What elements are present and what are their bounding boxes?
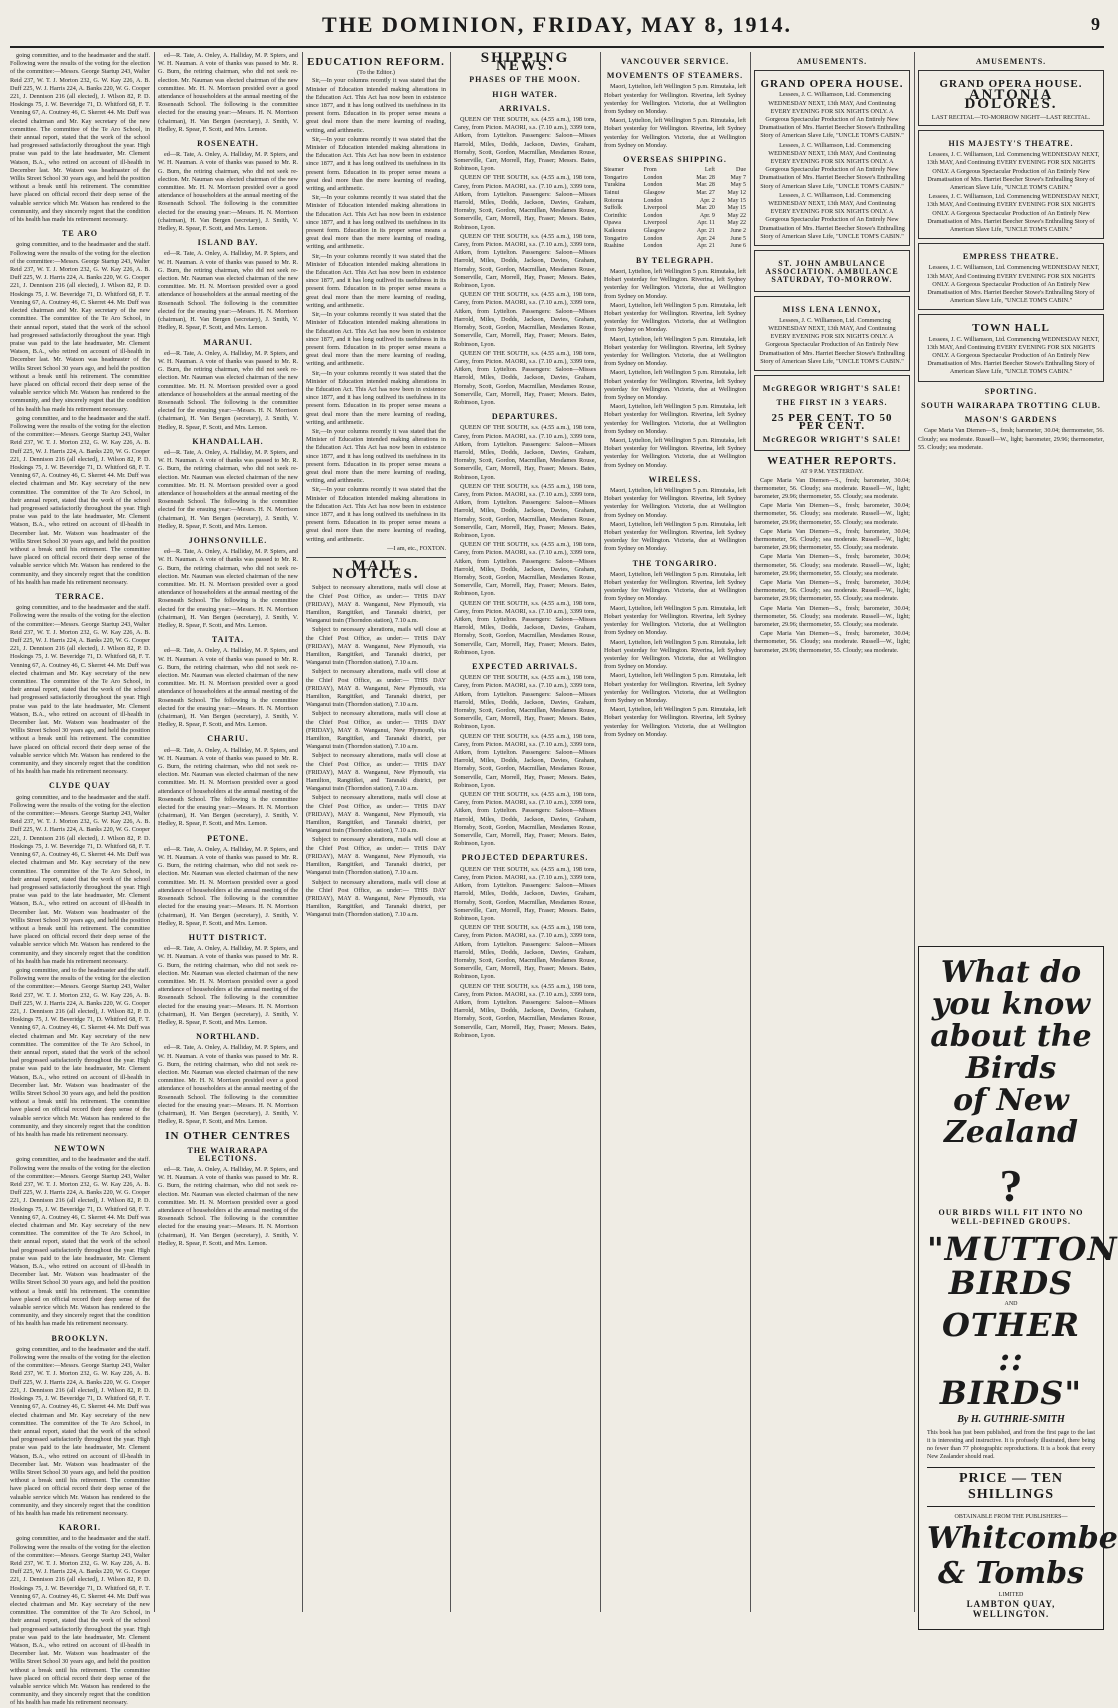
article-text: Cape Maria Van Diemen—S., fresh; barometer, 30.04; thermometer, 56. Cloudy; sea moderate. Russell—W., light; barometer, 29.96; thermometer, 55. Cloudy; sea moderate. [754, 578, 910, 603]
ad-subtitle: LAST RECITAL—TO-MORROW NIGHT—LAST RECITAL. [931, 113, 1091, 121]
section-heading: MASON'S GARDENS [964, 415, 1058, 425]
article-text: Cape Maria Van Diemen—S., fresh; barometer, 30.04; thermometer, 56. Cloudy; sea moderate. Russell—W., light; barometer, 29.96; thermometer, 55. Cloudy; sea moderate. [754, 476, 910, 500]
advertisement [754, 296, 910, 371]
article-text: QUEEN OF THE SOUTH, s.s. (4.55 a.m.), 198 tons, Carey, from Picton. MAORI, s.s. (7.10 a.m.), 3399 tons, Aitken, from Lyttelton. Passengers: Saloon—Misses Harrold, Miles, Dodds, Jackson, Davies, Graham, Hornsby, Scott, Gordon, Macmillan, Mesdames Rouse, Somerville, Carr, Morrell, Hay, Fraser; Messrs. Bates, Robinson, Lyon. [454, 865, 596, 922]
article-text: going committee, and to the headmaster and the staff. Following were the results of the voting for the election of the committee:—Messrs. George Startup 243, Walter Reid 237, W. T. J. Morton 232, G. W. Kay 226, A. B. Duff 225, W. J. Harris 224, A. Banks 220, W. G. Cooper 221, J. Dennison 216 (all elected), J. Wilson 82, P. D. Hoskings 75, J. W. Beveridge 71, D. Whitford 68, F. T. Venning 67, A. Coutney 46, C. Skerret 44. Mr. Duff was elected chairman and Mr. Kay secretary of the new committee. The committee of the Te Aro School, in their annual report, stated that the work of the school had progressed satisfactorily throughout the year. High praise was paid to the late headmaster, Mr. Clement Watson, B.A., who retired on account of ill-health in December last. Mr. Watson was headmaster of the Willis Street School 30 years ago, and held the position without a break until his retirement. The committee have placed on official record their deep sense of the valuable service which Mr. Watson has rendered to the community, and they sincerely regret that the condition of his health has made his retirement necessary. [10, 966, 150, 1138]
section-heading: ARRIVALS. [499, 103, 551, 113]
section-heading: THE TONGARIRO. [632, 558, 718, 568]
article-text: Maori, Lyttelton, left Wellington 5 p.m. Rimutaka, left Hobart yesterday for Wellington. Riverina, left Sydney yesterday for Wellington. Victoria, due at Wellington from Sydney on Monday. [604, 672, 746, 704]
ad-headline: of New Zealand [943, 1083, 1079, 1150]
article-text: Maori, Lyttelton, left Wellington 5 p.m. Rimutaka, left Hobart yesterday for Wellington. Riverina, left Sydney yesterday for Wellington. Victoria, due at Wellington from Sydney on Monday. [604, 487, 746, 519]
article-text: Maori, Lyttelton, left Wellington 5 p.m. Rimutaka, left Hobart yesterday for Wellington. Riverina, left Sydney yesterday for Wellington. Victoria, due at Wellington from Sydney on Monday. [604, 604, 746, 637]
article-text: going committee, and to the headmaster and the staff. Following were the results of the voting for the election of the committee:—Messrs. George Startup 243, Walter Reid 237, W. T. J. Morton 232, G. W. Kay 226, A. B. Duff 225, W. J. Harris 224, A. Banks 220, W. G. Cooper 221, J. Dennison 216 (all elected), J. Wilson 82, P. D. Hoskings 75, J. W. Beveridge 71, D. Whitford 68, F. T. Venning 67, A. Coutney 46, C. Skerret 44. Mr. Duff was elected chairman and Mr. Kay secretary of the new committee. The committee of the Te Aro School, in their annual report, stated that the work of the school had progressed satisfactorily throughout the year. High praise was paid to the late headmaster, Mr. Clement Watson, B.A., who retired on account of ill-health in December last. Mr. Watson was headmaster of the Willis Street School 30 years ago, and held the position without a break until his retirement. The committee have placed on official record their deep sense of the valuable service which Mr. Watson has rendered to the community, and they sincerely regret that the condition of his health has made his retirement necessary. [10, 604, 150, 776]
section-heading: TE ARO [61, 229, 98, 239]
article-text: Cape Maria Van Diemen—S., fresh; barometer, 30.04; thermometer, 56. Cloudy; sea moderate. Russell—W., light; barometer, 29.96; thermometer, 55. Cloudy; sea moderate. [754, 527, 910, 552]
article-text: QUEEN OF THE SOUTH, s.s. (4.55 a.m.), 198 tons, Carey, from Picton. MAORI, s.s. (7.10 a.m.), 3399 tons, Aitken, from Lyttelton. Passengers: Saloon—Misses Harrold, Miles, Dodds, Jackson, Davies, Graham, Hornsby, Scott, Gordon, Macmillan, Mesdames Rouse, Somerville, Carr, Morrell, Hay, Fraser; Messrs. Bates, Robinson, Lyon. [454, 482, 596, 539]
article-text: going committee, and to the headmaster and the staff. Following were the results of the voting for the election of the committee:—Messrs. George Startup 243, Walter Reid 237, W. T. J. Morton 232, G. W. Kay 226, A. B. Duff 225, W. J. Harris 224, A. Banks 220, W. G. Cooper 221, J. Dennison 216 (all elected), J. Wilson 82, P. D. Hoskings 75, J. W. Beveridge 71, D. Whitford 68, F. T. Venning 67, A. Coutney 46, C. Skerret 44. Mr. Duff was elected chairman and Mr. Kay secretary of the new committee. The committee of the Te Aro School, in their annual report, stated that the work of the school had progressed satisfactorily throughout the year. High praise was paid to the late headmaster, Mr. Clement Watson, B.A., who retired on account of ill-health in December last. Mr. Watson was headmaster of the Willis Street School 30 years ago, and held the position without a break until his retirement. The committee have placed on official record their deep sense of the valuable service which Mr. Watson has rendered to the community, and they sincerely regret that the condition of his health has made his retirement necessary. [10, 52, 150, 224]
article-text: QUEEN OF THE SOUTH, s.s. (4.55 a.m.), 198 tons, Carey, from Picton. MAORI, s.s. (7.10 a.m.), 3399 tons, Aitken, from Lyttelton. Passengers: Saloon—Misses Harrold, Miles, Dodds, Jackson, Davies, Graham, Hornsby, Scott, Gordon, Macmillan, Mesdames Rouse, Somerville, Carr, Morrell, Hay, Fraser; Messrs. Bates, Robinson, Lyon. [454, 541, 596, 598]
article-text: Subject to necessary alterations, mails will close at the Chief Post Office, as under:— THIS DAY (FRIDAY), MAY 8. Wanganui, New Plymouth, via Hamilton, Rangitikei, and Taranaki district, per Wanganui train (Thorndon station), 7.10 a.m. [306, 752, 446, 793]
article-text: QUEEN OF THE SOUTH, s.s. (4.55 a.m.), 198 tons, Carey, from Picton. MAORI, s.s. (7.10 a.m.), 3399 tons, Aitken, from Lyttelton. Passengers: Saloon—Misses Harrold, Miles, Dodds, Jackson, Davies, Graham, Hornsby, Scott, Gordon, Macmillan, Mesdames Rouse, Somerville, Carr, Morrell, Hay, Fraser; Messrs. Bates, Robinson, Lyon. [454, 924, 596, 981]
article-text: ed—R. Tate, A. Onley, A. Halliday, M. P. Spiers, and W. H. Nauman. A vote of thanks was passed to Mr. R. G. Burn, the retiring chairman, who did not seek re-election. Mr. Nauman was elected chairman of the new committee. Mr. H. N. Morrison presided over a good attendance of householders at the annual meeting of the Roseneath School. The following is the committee elected for the ensuing year:—Messrs. H. N. Morrison (chairman), H. Van Bergen (secretary), J. Smith, V. Hedley, R. Spear, F. Scott, and Mrs. Lemon. [158, 250, 298, 332]
subheading: AT 9 P.M. YESTERDAY. [800, 468, 864, 476]
section-heading: TAITA. [211, 635, 245, 645]
table-cell: London [643, 212, 663, 219]
article-text: Subject to necessary alterations, mails will close at the Chief Post Office, as under:— THIS DAY (FRIDAY), MAY 8. Wanganui, New Plymouth, via Hamilton, Rangitikei, and Taranaki district, per Wanganui train (Thorndon station), 7.10 a.m. [306, 584, 446, 625]
ad-text: Lessees, J. C. Williamson, Ltd. Commencing WEDNESDAY NEXT, 13th MAY, And Continuing EVERY EVENING FOR SIX NIGHTS ONLY. A Gorgeous Spectacular Production of An Entirely New Dramatisation of Mrs. Harriet Beecher Stowe's Enthralling Story of American Slave Life, "UNCLE TOM'S CABIN." [926, 193, 1100, 234]
table-cell: Liverpool [643, 205, 668, 212]
ad-heading: McGREGOR WRIGHT'S SALE! [762, 434, 902, 444]
table-cell: June 5 [730, 235, 746, 242]
overseas-shipping-table [604, 167, 746, 251]
article-text: QUEEN OF THE SOUTH, s.s. (4.55 a.m.), 198 tons, Carey, from Picton. MAORI, s.s. (7.10 a.m.), 3399 tons, Aitken, from Lyttelton. Passengers: Saloon—Misses Harrold, Miles, Dodds, Jackson, Davies, Graham, Hornsby, Scott, Gordon, Macmillan, Mesdames Rouse, Somerville, Carr, Morrell, Hay, Fraser; Messrs. Bates, Robinson, Lyon. [454, 174, 596, 231]
article-text: Maori, Lyttelton, left Wellington 5 p.m. Rimutaka, left Hobart yesterday for Wellington. Riverina, left Sydney yesterday for Wellington. Victoria, due at Wellington from Sydney on Monday. [604, 403, 746, 435]
article-text: going committee, and to the headmaster and the staff. Following were the results of the voting for the election of the committee:—Messrs. George Startup 243, Walter Reid 237, W. T. J. Morton 232, G. W. Kay 226, A. B. Duff 225, W. J. Harris 224, A. Banks 220, W. G. Cooper 221, J. Dennison 216 (all elected), J. Wilson 82, P. D. Hoskings 75, J. W. Beveridge 71, D. Whitford 68, F. T. Venning 67, A. Coutney 46, C. Skerret 44. Mr. Duff was elected chairman and Mr. Kay secretary of the new committee. The committee of the Te Aro School, in their annual report, stated that the work of the school had progressed satisfactorily throughout the year. High praise was paid to the late headmaster, Mr. Clement Watson, B.A., who retired on account of ill-health in December last. Mr. Watson was headmaster of the Willis Street School 30 years ago, and held the position without a break until his retirement. The committee have placed on official record their deep sense of the valuable service which Mr. Watson has rendered to the community, and they sincerely regret that the condition of his health has made his retirement necessary. [10, 1535, 150, 1707]
article-text: QUEEN OF THE SOUTH, s.s. (4.55 a.m.), 198 tons, Carey, from Picton. MAORI, s.s. (7.10 a.m.), 3399 tons, Aitken, from Lyttelton. Passengers: Saloon—Misses Harrold, Miles, Dodds, Jackson, Davies, Graham, Hornsby, Scott, Gordon, Macmillan, Mesdames Rouse, Somerville, Carr, Morrell, Hay, Fraser; Messrs. Bates, Robinson, Lyon. [454, 349, 596, 406]
article-text: Maori, Lyttelton, left Wellington 5 p.m. Rimutaka, left Hobart yesterday for Wellington. Riverina, left Sydney yesterday for Wellington. Victoria, due at Wellington from Sydney on Monday. [604, 301, 746, 334]
signature: —I am, etc., FOXTON. [387, 544, 446, 552]
section-heading: SHIPPING NEWS. [480, 50, 570, 75]
table-cell: London [643, 197, 663, 204]
article-text: Sir,—In your columns recently it was stated that the Minister of Education intended making alterations in the Education Act. This Act has now been in existence since 1877, and it has long outlived its usefulness in its present form. Education in its proper sense means a great deal more than the mere learning of reading, writing, and arithmetic. [306, 427, 446, 485]
article-text: Subject to necessary alterations, mails will close at the Chief Post Office, as under:— THIS DAY (FRIDAY), MAY 8. Wanganui, New Plymouth, via Hamilton, Rangitikei, and Taranaki district, per Wanganui train (Thorndon station), 7.10 a.m. [306, 836, 446, 877]
article-text: ed—R. Tate, A. Onley, A. Halliday, M. P. Spiers, and W. H. Nauman. A vote of thanks was passed to Mr. R. G. Burn, the retiring chairman, who did not seek re-election. Mr. Nauman was elected chairman of the new committee. Mr. H. N. Morrison presided over a good attendance of householders at the annual meeting of the Roseneath School. The following is the committee elected for the ensuing year:—Messrs. H. N. Morrison (chairman), H. Van Bergen (secretary), J. Smith, V. Hedley, R. Spear, F. Scott, and Mrs. Lemon. [158, 845, 298, 927]
table-cell: Turakina [604, 182, 626, 189]
table-cell: Apr. 21 [696, 243, 715, 250]
table-cell: May 12 [727, 190, 746, 197]
section-heading: SPORTING. [984, 386, 1038, 396]
table-cell: Steamer [604, 167, 624, 174]
section-heading: JOHNSONVILLE. [188, 535, 268, 545]
article-text: Cape Maria Van Diemen—S., fresh; barometer, 30.04; thermometer, 56. Cloudy; sea moderate. Russell—W., light; barometer, 29.96; thermometer, 55. Cloudy; sea moderate. [754, 502, 910, 526]
section-heading: IN OTHER CENTRES [165, 1130, 291, 1143]
question-mark: ? [999, 1160, 1023, 1211]
table-cell: London [643, 235, 663, 242]
section-heading: PETONE. [207, 833, 249, 843]
column-rule [450, 52, 451, 1612]
table-cell: Tongariro [604, 235, 628, 242]
table-cell: May 15 [727, 197, 746, 204]
article-text: Sir,—In your columns recently it was stated that the Minister of Education intended making alterations in the Education Act. This Act has now been in existence since 1877, and it has long outlived its usefulness in its present form. Education in its proper sense means a great deal more than the mere learning of reading, writing, and arithmetic. [306, 135, 446, 193]
article-text: QUEEN OF THE SOUTH, s.s. (4.55 a.m.), 198 tons, Carey, from Picton. MAORI, s.s. (7.10 a.m.), 3399 tons, Aitken, from Lyttelton. Passengers: Saloon—Misses Harrold, Miles, Dodds, Jackson, Davies, Graham, Hornsby, Scott, Gordon, Macmillan, Mesdames Rouse, Somerville, Carr, Morrell, Hay, Fraser; Messrs. Bates, Robinson, Lyon. [454, 424, 596, 481]
obtainable-from: OBTAINABLE FROM THE PUBLISHERS— [954, 1514, 1068, 1520]
column-6 [754, 52, 910, 1612]
article-text: Sir,—In your columns recently it was stated that the Minister of Education intended making alterations in the Education Act. This Act has now been in existence since 1877, and it has long outlived its usefulness in its present form. Education in its proper sense means a great deal more than the mere learning of reading, writing, and arithmetic. [306, 311, 446, 368]
article-text: Subject to necessary alterations, mails will close at the Chief Post Office, as under:— THIS DAY (FRIDAY), MAY 8. Wanganui, New Plymouth, via Hamilton, Rangitikei, and Taranaki district, per Wanganui train (Thorndon station), 7.10 a.m. [306, 878, 446, 919]
section-heading: OVERSEAS SHIPPING. [623, 155, 727, 165]
section-heading: TERRACE. [55, 592, 105, 601]
ad-heading: MISS LENA LENNOX, [782, 304, 882, 314]
ad-heading: ST. JOHN AMBULANCE ASSOCIATION. AMBULANCE SATURDAY, TO-MORROW. [765, 259, 899, 285]
table-row [604, 205, 746, 213]
table-cell: May 22 [727, 220, 746, 227]
article-text: QUEEN OF THE SOUTH, s.s. (4.55 a.m.), 198 tons, Carey, from Picton. MAORI, s.s. (7.10 a.m.), 3399 tons, Aitken, from Lyttelton. Passengers: Saloon—Misses Harrold, Miles, Dodds, Jackson, Davies, Graham, Hornsby, Scott, Gordon, Macmillan, Mesdames Rouse, Somerville, Carr, Morrell, Hay, Fraser; Messrs. Bates, Robinson, Lyon. [454, 291, 596, 348]
table-cell: May 5 [730, 182, 746, 189]
section-heading: NEWTOWN [54, 1144, 106, 1154]
column-rule [302, 52, 303, 1612]
table-cell: Glasgow [643, 190, 665, 197]
table-row [604, 220, 746, 228]
ad-heading: EMPRESS THEATRE. [962, 252, 1060, 262]
article-text: Maori, Lyttelton, left Wellington 5 p.m. Rimutaka, left Hobart yesterday for Wellington. Riverina, left Sydney yesterday for Wellington. Victoria, due at Wellington from Sydney on Monday. [604, 83, 746, 116]
article-text: ed—R. Tate, A. Onley, A. Halliday, M. P. Spiers, and W. H. Nauman. A vote of thanks was passed to Mr. R. G. Burn, the retiring chairman, who did not seek re-election. Mr. Nauman was elected chairman of the new committee. Mr. H. N. Morrison presided over a good attendance of householders at the annual meeting of the Roseneath School. The following is the committee elected for the ensuing year:—Messrs. H. N. Morrison (chairman), H. Van Bergen (secretary), J. Smith, V. Hedley, R. Spear, F. Scott, and Mrs. Lemon. [158, 548, 298, 629]
article-text: QUEEN OF THE SOUTH, s.s. (4.55 a.m.), 198 tons, Carey, from Picton. MAORI, s.s. (7.10 a.m.), 3399 tons, Aitken, from Lyttelton. Passengers: Saloon—Misses Harrold, Miles, Dodds, Jackson, Davies, Graham, Hornsby, Scott, Gordon, Macmillan, Mesdames Rouse, Somerville, Carr, Morrell, Hay, Fraser; Messrs. Bates, Robinson, Lyon. [454, 791, 596, 848]
table-cell: Apr. 9 [699, 212, 715, 219]
article-text: Maori, Lyttelton, left Wellington 5 p.m. Rimutaka, left Hobart yesterday for Wellington. Riverina, left Sydney yesterday for Wellington. Victoria, due at Wellington from Sydney on Monday. [604, 520, 746, 553]
birds-book-ad [918, 946, 1118, 1630]
article-text: Maori, Lyttelton, left Wellington 5 p.m. Rimutaka, left Hobart yesterday for Wellington. Riverina, left Sydney yesterday for Wellington. Victoria, due at Wellington from Sydney on Monday. [604, 335, 746, 368]
advertisement [754, 375, 910, 451]
page-number: 9 [1091, 14, 1100, 34]
column-7 [918, 52, 1104, 932]
ad-headline: What do you know [931, 955, 1091, 1022]
section-heading: PHASES OF THE MOON. [469, 75, 581, 85]
article-text: ed—R. Tate, A. Onley, A. Halliday, M. P. Spiers, and W. H. Nauman. A vote of thanks was passed to Mr. R. G. Burn, the retiring chairman, who did not seek re-election. Mr. Nauman was elected chairman of the new committee. Mr. H. N. Morrison presided over a good attendance of householders at the annual meeting of the Roseneath School. The following is the committee elected for the ensuing year:—Messrs. H. N. Morrison (chairman), H. Van Bergen (secretary), J. Smith, V. Hedley, R. Spear, F. Scott, and Mrs. Lemon. [158, 448, 298, 530]
book-title-and: AND [1004, 1301, 1018, 1307]
table-cell: Rotorua [604, 197, 624, 204]
advertisement [918, 130, 1104, 239]
table-cell: London [643, 182, 663, 189]
section-heading: SOUTH WAIRARAPA TROTTING CLUB. [921, 400, 1101, 410]
section-heading: AMUSEMENTS. [796, 57, 868, 66]
article-text: Maori, Lyttelton, left Wellington 5 p.m. Rimutaka, left Hobart yesterday for Wellington. Riverina, left Sydney yesterday for Wellington. Victoria, due at Wellington from Sydney on Monday. [604, 706, 746, 738]
section-heading: MOVEMENTS OF STEAMERS. [606, 71, 744, 81]
section-heading: HIGH WATER. [492, 89, 558, 99]
article-text: ed—R. Tate, A. Onley, A. Halliday, M. P. Spiers, and W. H. Nauman. A vote of thanks was passed to Mr. R. G. Burn, the retiring chairman, who did not seek re-election. Mr. Nauman was elected chairman of the new committee. Mr. H. N. Morrison presided over a good attendance of householders at the annual meeting of the Roseneath School. The following is the committee elected for the ensuing year:—Messrs. H. N. Morrison (chairman), H. Van Bergen (secretary), J. Smith, V. Hedley, R. Spear, F. Scott, and Mrs. Lemon. [158, 349, 298, 431]
table-cell: London [643, 174, 663, 181]
article-text: Maori, Lyttelton, left Wellington 5 p.m. Rimutaka, left Hobart yesterday for Wellington. Riverina, left Sydney yesterday for Wellington. Victoria, due at Wellington from Sydney on Monday. [604, 570, 746, 603]
table-cell: Apr. 2 [699, 197, 715, 204]
article-text: ed—R. Tate, A. Onley, A. Halliday, M. P. Spiers, and W. H. Nauman. A vote of thanks was passed to Mr. R. G. Burn, the retiring chairman, who did not seek re-election. Mr. Nauman was elected chairman of the new committee. Mr. H. N. Morrison presided over a good attendance of householders at the annual meeting of the Roseneath School. The following is the committee elected for the ensuing year:—Messrs. H. N. Morrison (chairman), H. Van Bergen (secretary), J. Smith, V. Hedley, R. Spear, F. Scott, and Mrs. Lemon. [158, 151, 298, 233]
ad-text: Lessees, J. C. Williamson, Ltd. Commencing WEDNESDAY NEXT, 13th MAY, And Continuing EVERY EVENING FOR SIX NIGHTS ONLY. A Gorgeous Spectacular Production of An Entirely New Dramatisation of Mrs. Harriet Beecher Stowe's Enthralling Story of American Slave Life, "UNCLE TOM'S CABIN." [759, 91, 905, 140]
article-text: Sir,—In your columns recently it was stated that the Minister of Education intended making alterations in the Education Act. This Act has now been in existence since 1877, and it has long outlived its usefulness in its present form. Education in its proper sense means a great deal more than the mere learning of reading, writing, and arithmetic. [306, 194, 446, 251]
advertisement [754, 70, 910, 246]
table-cell: Ruahine [604, 243, 624, 250]
table-row [604, 228, 746, 236]
article-text: QUEEN OF THE SOUTH, s.s. (4.55 a.m.), 198 tons, Carey, from Picton. MAORI, s.s. (7.10 a.m.), 3399 tons, Aitken, from Lyttelton. Passengers: Saloon—Misses Harrold, Miles, Dodds, Jackson, Davies, Graham, Hornsby, Scott, Gordon, Macmillan, Mesdames Rouse, Somerville, Carr, Morrell, Hay, Fraser; Messrs. Bates, Robinson, Lyon. [454, 674, 596, 731]
table-row [604, 198, 746, 206]
article-text: Subject to necessary alterations, mails will close at the Chief Post Office, as under:— THIS DAY (FRIDAY), MAY 8. Wanganui, New Plymouth, via Hamilton, Rangitikei, and Taranaki district, per Wanganui train (Thorndon station), 7.10 a.m. [306, 668, 446, 709]
ad-headline: about the Birds [930, 1019, 1092, 1086]
table-cell: Apr. 21 [696, 227, 715, 234]
table-header-row [604, 167, 746, 175]
advertisement [918, 243, 1104, 310]
ad-title: ANTONIA DOLORES. [964, 87, 1058, 112]
table-cell: Kaikoura [604, 227, 627, 234]
book-advertisement [918, 940, 1118, 1619]
ad-text: Lessees, J. C. Williamson, Ltd. Commencing WEDNESDAY NEXT, 13th MAY, And Continuing EVERY EVENING FOR SIX NIGHTS ONLY. A Gorgeous Spectacular Production of An Entirely New Dramatisation of Mrs. Harriet Beecher Stowe's Enthralling Story of American Slave Life, "UNCLE TOM'S CABIN." [759, 316, 905, 365]
section-heading: VANCOUVER SERVICE. [620, 57, 730, 66]
article-text: ed—R. Tate, A. Onley, A. Halliday, M. P. Spiers, and W. H. Nauman. A vote of thanks was passed to Mr. R. G. Burn, the retiring chairman, who did not seek re-election. Mr. Nauman was elected chairman of the new committee. Mr. H. N. Morrison presided over a good attendance of householders at the annual meeting of the Roseneath School. The following is the committee elected for the ensuing year:—Messrs. H. N. Morrison (chairman), H. Van Bergen (secretary), J. Smith, V. Hedley, R. Spear, F. Scott, and Mrs. Lemon. [158, 52, 298, 133]
column-rule [600, 52, 601, 1612]
book-title: OTHER :: BIRDS" [939, 1306, 1083, 1412]
article-text: Cape Maria Van Diemen—S., fresh; barometer, 30.04; thermometer, 56. Cloudy; sea moderate. Russell—W., light; barometer, 29.96; thermometer, 55. Cloudy; sea moderate. [754, 553, 910, 577]
publisher-address: LAMBTON QUAY, WELLINGTON. [966, 1599, 1056, 1619]
book-description: This book has just been published, and from the first page to the last it is interesting and instructive. It is profusely illustrated, there being no fewer than 77 photographic reproductions. It is a book that every New Zealander should read. [927, 1430, 1095, 1460]
column-rule [154, 52, 155, 1612]
column-3 [306, 52, 446, 1612]
section-heading: ISLAND BAY. [197, 238, 259, 248]
article-text: Subject to necessary alterations, mails will close at the Chief Post Office, as under:— THIS DAY (FRIDAY), MAY 8. Wanganui, New Plymouth, via Hamilton, Rangitikei, and Taranaki district, per Wanganui train (Thorndon station), 7.10 a.m. [306, 794, 446, 835]
masthead [10, 6, 1104, 48]
article-text: QUEEN OF THE SOUTH, s.s. (4.55 a.m.), 198 tons, Carey, from Picton. MAORI, s.s. (7.10 a.m.), 3399 tons, Aitken, from Lyttelton. Passengers: Saloon—Misses Harrold, Miles, Dodds, Jackson, Davies, Graham, Hornsby, Scott, Gordon, Macmillan, Mesdames Rouse, Somerville, Carr, Morrell, Hay, Fraser; Messrs. Bates, Robinson, Lyon. [454, 732, 596, 789]
book-author: By H. GUTHRIE-SMITH [957, 1414, 1065, 1425]
table-cell: Mar. 28 [696, 174, 715, 181]
newspaper-title: THE DOMINION, FRIDAY, MAY 8, 1914. [322, 12, 792, 37]
publisher-limited: LIMITED [998, 1592, 1024, 1598]
article-text: QUEEN OF THE SOUTH, s.s. (4.55 a.m.), 198 tons, Carey, from Picton. MAORI, s.s. (7.10 a.m.), 3399 tons, Aitken, from Lyttelton. Passengers: Saloon—Misses Harrold, Miles, Dodds, Jackson, Davies, Graham, Hornsby, Scott, Gordon, Macmillan, Mesdames Rouse, Somerville, Carr, Morrell, Hay, Fraser; Messrs. Bates, Robinson, Lyon. [454, 232, 596, 290]
ad-heading: GRAND OPERA HOUSE. [760, 78, 904, 91]
article-text: Maori, Lyttelton, left Wellington 5 p.m. Rimutaka, left Hobart yesterday for Wellington. Riverina, left Sydney yesterday for Wellington. Victoria, due at Wellington from Sydney on Monday. [604, 369, 746, 402]
article-text: ed—R. Tate, A. Onley, A. Halliday, M. P. Spiers, and W. H. Nauman. A vote of thanks was passed to Mr. R. G. Burn, the retiring chairman, who did not seek re-election. Mr. Nauman was elected chairman of the new committee. Mr. H. N. Morrison presided over a good attendance of householders at the annual meeting of the Roseneath School. The following is the committee elected for the ensuing year:—Messrs. H. N. Morrison (chairman), H. Van Bergen (secretary), J. Smith, V. Hedley, R. Spear, F. Scott, and Mrs. Lemon. [158, 1165, 298, 1247]
column-rule [750, 52, 751, 1612]
article-text: Maori, Lyttelton, left Wellington 5 p.m. Rimutaka, left Hobart yesterday for Wellington. Riverina, left Sydney yesterday for Wellington. Victoria, due at Wellington from Sydney on Monday. [604, 638, 746, 671]
ad-tagline: OUR BIRDS WILL FIT INTO NO WELL-DEFINED GROUPS. [938, 1208, 1084, 1226]
article-text: going committee, and to the headmaster and the staff. Following were the results of the voting for the election of the committee:—Messrs. George Startup 243, Walter Reid 237, W. T. J. Morton 232, G. W. Kay 226, A. B. Duff 225, W. J. Harris 224, A. Banks 220, W. G. Cooper 221, J. Dennison 216 (all elected), J. Wilson 82, P. D. Hoskings 75, J. W. Beveridge 71, D. Whitford 68, F. T. Venning 67, A. Coutney 46, C. Skerret 44. Mr. Duff was elected chairman and Mr. Kay secretary of the new committee. The committee of the Te Aro School, in their annual report, stated that the work of the school had progressed satisfactorily throughout the year. High praise was paid to the late headmaster, Mr. Clement Watson, B.A., who retired on account of ill-health in December last. Mr. Watson was headmaster of the Willis Street School 30 years ago, and held the position without a break until his retirement. The committee have placed on official record their deep sense of the valuable service which Mr. Watson has rendered to the community, and they sincerely regret that the condition of his health has made his retirement necessary. [10, 1156, 150, 1328]
ad-heading: TOWN HALL [972, 322, 1050, 335]
table-cell: Left [704, 167, 715, 174]
ad-text: Lessees, J. C. Williamson, Ltd. Commencing WEDNESDAY NEXT, 13th MAY, And Continuing EVERY EVENING FOR SIX NIGHTS ONLY. A Gorgeous Spectacular Production of An Entirely New Dramatisation of Mrs. Harriet Beecher Stowe's Enthralling Story of American Slave Life, "UNCLE TOM'S CABIN." [759, 141, 905, 190]
article-text: Cape Maria Van Diemen—S., fresh; barometer, 30.04; thermometer, 56. Cloudy; sea moderate. Russell—W., light; barometer, 29.96; thermometer, 55. Cloudy; sea moderate. [754, 604, 910, 628]
article-text: Maori, Lyttelton, left Wellington 5 p.m. Rimutaka, left Hobart yesterday for Wellington. Riverina, left Sydney yesterday for Wellington. Victoria, due at Wellington from Sydney on Monday. [604, 267, 746, 300]
section-heading: MAIL NOTICES. [332, 557, 420, 583]
table-cell: May 7 [730, 174, 746, 181]
table-cell: May 15 [727, 205, 746, 212]
book-title: "MUTTON BIRDS [927, 1230, 1118, 1302]
ad-subheading: THE FIRST IN 3 YEARS. [776, 398, 888, 408]
article-text: Cape Maria Van Diemen—S., fresh; barometer, 30.04; thermometer, 56. Cloudy; sea moderate. Russell—W., light; barometer, 29.96; thermometer, 55. Cloudy; sea moderate. [918, 427, 1104, 451]
table-row [604, 213, 746, 221]
article-text: Subject to necessary alterations, mails will close at the Chief Post Office, as under:— THIS DAY (FRIDAY), MAY 8. Wanganui, New Plymouth, via Hamilton, Rangitikei, and Taranaki district, per Wanganui train (Thorndon station), 7.10 a.m. [306, 626, 446, 667]
table-cell: From [643, 167, 657, 174]
article-text: Sir,—In your columns recently it was stated that the Minister of Education intended making alterations in the Education Act. This Act has now been in existence since 1877, and it has long outlived its usefulness in its present form. Education in its proper sense means a great deal more than the mere learning of reading, writing, and arithmetic. [306, 77, 446, 134]
section-heading: CHARIU. [207, 734, 249, 744]
ad-text: Lessees, J. C. Williamson, Ltd. Commencing WEDNESDAY NEXT, 13th MAY, And Continuing EVERY EVENING FOR SIX NIGHTS ONLY. A Gorgeous Spectacular Production of An Entirely New Dramatisation of Mrs. Harriet Beecher Stowe's Enthralling Story of American Slave Life, "UNCLE TOM'S CABIN." [759, 191, 905, 240]
advertisement [918, 314, 1104, 381]
article-text: going committee, and to the headmaster and the staff. Following were the results of the voting for the election of the committee:—Messrs. George Startup 243, Walter Reid 237, W. T. J. Morton 232, G. W. Kay 226, A. B. Duff 225, W. J. Harris 224, A. Banks 220, W. G. Cooper 221, J. Dennison 216 (all elected), J. Wilson 82, P. D. Hoskings 75, J. W. Beveridge 71, D. Whitford 68, F. T. Venning 67, A. Coutney 46, C. Skerret 44. Mr. Duff was elected chairman and Mr. Kay secretary of the new committee. The committee of the Te Aro School, in their annual report, stated that the work of the school had progressed satisfactorily throughout the year. High praise was paid to the late headmaster, Mr. Clement Watson, B.A., who retired on account of ill-health in December last. Mr. Watson was headmaster of the Willis Street School 30 years ago, and held the position without a break until his retirement. The committee have placed on official record their deep sense of the valuable service which Mr. Watson has rendered to the community, and they sincerely regret that the condition of his health has made his retirement necessary. [10, 414, 150, 586]
table-cell: Mar. 27 [696, 190, 715, 197]
column-4 [454, 52, 596, 1612]
column-5 [604, 52, 746, 1612]
article-text: going committee, and to the headmaster and the staff. Following were the results of the voting for the election of the committee:—Messrs. George Startup 243, Walter Reid 237, W. T. J. Morton 232, G. W. Kay 226, A. B. Duff 225, W. J. Harris 224, A. Banks 220, W. G. Cooper 221, J. Dennison 216 (all elected), J. Wilson 82, P. D. Hoskings 75, J. W. Beveridge 71, D. Whitford 68, F. T. Venning 67, A. Coutney 46, C. Skerret 44. Mr. Duff was elected chairman and Mr. Kay secretary of the new committee. The committee of the Te Aro School, in their annual report, stated that the work of the school had progressed satisfactorily throughout the year. High praise was paid to the late headmaster, Mr. Clement Watson, B.A., who retired on account of ill-health in December last. Mr. Watson was headmaster of the Willis Street School 30 years ago, and held the position without a break until his retirement. The committee have placed on official record their deep sense of the valuable service which Mr. Watson has rendered to the community, and they sincerely regret that the condition of his health has made his retirement necessary. [10, 241, 150, 413]
table-cell: Due [736, 167, 746, 174]
section-heading: WIRELESS. [648, 474, 702, 484]
article-text: Cape Maria Van Diemen—S., fresh; barometer, 30.04; thermometer, 56. Cloudy; sea moderate. Russell—W., light; barometer, 29.96; thermometer, 55. Cloudy; sea moderate. [754, 630, 910, 654]
section-heading: BY TELEGRAPH. [636, 255, 714, 265]
table-cell: Opawa [604, 220, 621, 227]
table-cell: Liverpool [643, 220, 668, 227]
section-heading: HUTT DISTRICT. [188, 932, 268, 942]
section-heading: EDUCATION REFORM. [307, 56, 445, 68]
article-text: going committee, and to the headmaster and the staff. Following were the results of the voting for the election of the committee:—Messrs. George Startup 243, Walter Reid 237, W. T. J. Morton 232, G. W. Kay 226, A. B. Duff 225, W. J. Harris 224, A. Banks 220, W. G. Cooper 221, J. Dennison 216 (all elected), J. Wilson 82, P. D. Hoskings 75, J. W. Beveridge 71, D. Whitford 68, F. T. Venning 67, A. Coutney 46, C. Skerret 44. Mr. Duff was elected chairman and Mr. Kay secretary of the new committee. The committee of the Te Aro School, in their annual report, stated that the work of the school had progressed satisfactorily throughout the year. High praise was paid to the late headmaster, Mr. Clement Watson, B.A., who retired on account of ill-health in December last. Mr. Watson was headmaster of the Willis Street School 30 years ago, and held the position without a break until his retirement. The committee have placed on official record their deep sense of the valuable service which Mr. Watson has rendered to the community, and they sincerely regret that the condition of his health has made his retirement necessary. [10, 793, 150, 965]
article-text: ed—R. Tate, A. Onley, A. Halliday, M. P. Spiers, and W. H. Nauman. A vote of thanks was passed to Mr. R. G. Burn, the retiring chairman, who did not seek re-election. Mr. Nauman was elected chairman of the new committee. Mr. H. N. Morrison presided over a good attendance of householders at the annual meeting of the Roseneath School. The following is the committee elected for the ensuing year:—Messrs. H. N. Morrison (chairman), H. Van Bergen (secretary), J. Smith, V. Hedley, R. Spear, F. Scott, and Mrs. Lemon. [158, 647, 298, 729]
article-text: Maori, Lyttelton, left Wellington 5 p.m. Rimutaka, left Hobart yesterday for Wellington. Riverina, left Sydney yesterday for Wellington. Victoria, due at Wellington from Sydney on Monday. [604, 117, 746, 149]
subheading: (To the Editor.) [357, 69, 395, 77]
article-text: QUEEN OF THE SOUTH, s.s. (4.55 a.m.), 198 tons, Carey, from Picton. MAORI, s.s. (7.10 a.m.), 3399 tons, Aitken, from Lyttelton. Passengers: Saloon—Misses Harrold, Miles, Dodds, Jackson, Davies, Graham, Hornsby, Scott, Gordon, Macmillan, Mesdames Rouse, Somerville, Carr, Morrell, Hay, Fraser; Messrs. Bates, Robinson, Lyon. [454, 116, 596, 173]
advertisement [918, 70, 1104, 126]
table-row [604, 175, 746, 183]
ad-discount: 25 PER CENT. TO 50 PER CENT. [771, 411, 893, 432]
table-cell: June 2 [730, 227, 746, 234]
ad-heading: HIS MAJESTY'S THEATRE. [948, 139, 1074, 149]
article-text: ed—R. Tate, A. Onley, A. Halliday, M. P. Spiers, and W. H. Nauman. A vote of thanks was passed to Mr. R. G. Burn, the retiring chairman, who did not seek re-election. Mr. Nauman was elected chairman of the new committee. Mr. H. N. Morrison presided over a good attendance of householders at the annual meeting of the Roseneath School. The following is the committee elected for the ensuing year:—Messrs. H. N. Morrison (chairman), H. Van Bergen (secretary), J. Smith, V. Hedley, R. Spear, F. Scott, and Mrs. Lemon. [158, 945, 298, 1026]
section-heading: ROSENEATH. [197, 139, 259, 149]
table-cell: Tainui [604, 190, 620, 197]
table-cell: Apr. 11 [697, 220, 715, 227]
article-text: QUEEN OF THE SOUTH, s.s. (4.55 a.m.), 198 tons, Carey, from Picton. MAORI, s.s. (7.10 a.m.), 3399 tons, Aitken, from Lyttelton. Passengers: Saloon—Misses Harrold, Miles, Dodds, Jackson, Davies, Graham, Hornsby, Scott, Gordon, Macmillan, Mesdames Rouse, Somerville, Carr, Morrell, Hay, Fraser; Messrs. Bates, Robinson, Lyon. [454, 599, 596, 656]
section-heading: PROJECTED DEPARTURES. [461, 853, 589, 863]
ad-text: Lessees, J. C. Williamson, Ltd. Commencing WEDNESDAY NEXT, 13th MAY, And Continuing EVERY EVENING FOR SIX NIGHTS ONLY. A Gorgeous Spectacular Production of An Entirely New Dramatisation of Mrs. Harriet Beecher Stowe's Enthralling Story of American Slave Life, "UNCLE TOM'S CABIN." [926, 335, 1100, 376]
article-text: ed—R. Tate, A. Onley, A. Halliday, M. P. Spiers, and W. H. Nauman. A vote of thanks was passed to Mr. R. G. Burn, the retiring chairman, who did not seek re-election. Mr. Nauman was elected chairman of the new committee. Mr. H. N. Morrison presided over a good attendance of householders at the annual meeting of the Roseneath School. The following is the committee elected for the ensuing year:—Messrs. H. N. Morrison (chairman), H. Van Bergen (secretary), J. Smith, V. Hedley, R. Spear, F. Scott, and Mrs. Lemon. [158, 746, 298, 828]
table-row [604, 190, 746, 198]
section-heading: WEATHER REPORTS. [767, 455, 897, 468]
table-cell: London [643, 243, 663, 250]
ad-heading: McGREGOR WRIGHT'S SALE! [762, 384, 902, 394]
table-cell: Corinthic [604, 212, 627, 219]
section-heading: BROOKLYN. [51, 1333, 109, 1343]
ad-text: Lessees, J. C. Williamson, Ltd. Commencing WEDNESDAY NEXT, 13th MAY, And Continuing EVERY EVENING FOR SIX NIGHTS ONLY. A Gorgeous Spectacular Production of An Entirely New Dramatisation of Mrs. Harriet Beecher Stowe's Enthralling Story of American Slave Life, "UNCLE TOM'S CABIN." [926, 264, 1100, 305]
article-text: Sir,—In your columns recently it was stated that the Minister of Education intended making alterations in the Education Act. This Act has now been in existence since 1877, and it has long outlived its usefulness in its present form. Education in its proper sense means a great deal more than the mere learning of reading, writing, and arithmetic. [306, 486, 446, 543]
column-rule [914, 52, 915, 1612]
column-2 [158, 52, 298, 1612]
advertisement [754, 250, 910, 292]
section-heading: KARORI. [59, 1523, 101, 1533]
article-text: Sir,—In your columns recently it was stated that the Minister of Education intended making alterations in the Education Act. This Act has now been in existence since 1877, and it has long outlived its usefulness in its present form. Education in its proper sense means a great deal more than the mere learning of reading, writing, and arithmetic. [306, 369, 446, 426]
section-heading: NORTHLAND. [196, 1032, 260, 1042]
article-text: QUEEN OF THE SOUTH, s.s. (4.55 a.m.), 198 tons, Carey, from Picton. MAORI, s.s. (7.10 a.m.), 3399 tons, Aitken, from Lyttelton. Passengers: Saloon—Misses Harrold, Miles, Dodds, Jackson, Davies, Graham, Hornsby, Scott, Gordon, Macmillan, Mesdames Rouse, Somerville, Carr, Morrell, Hay, Fraser; Messrs. Bates, Robinson, Lyon. [454, 982, 596, 1039]
section-heading: AMUSEMENTS. [975, 57, 1047, 66]
article-text: Subject to necessary alterations, mails will close at the Chief Post Office, as under:— THIS DAY (FRIDAY), MAY 8. Wanganui, New Plymouth, via Hamilton, Rangitikei, and Taranaki district, per Wanganui train (Thorndon station), 7.10 a.m. [306, 710, 446, 751]
table-cell: Glasgow [643, 227, 665, 234]
ad-text: Lessees, J. C. Williamson, Ltd. Commencing WEDNESDAY NEXT, 13th MAY, And Continuing EVERY EVENING FOR SIX NIGHTS ONLY. A Gorgeous Spectacular Production of An Entirely New Dramatisation of Mrs. Harriet Beecher Stowe's Enthralling Story of American Slave Life, "UNCLE TOM'S CABIN." [926, 151, 1100, 192]
book-price: PRICE — TEN SHILLINGS [927, 1467, 1095, 1507]
article-text: Sir,—In your columns recently it was stated that the Minister of Education intended making alterations in the Education Act. This Act has now been in existence since 1877, and it has long outlived its usefulness in its present form. Education in its proper sense means a great deal more than the mere learning of reading, writing, and arithmetic. [306, 252, 446, 309]
table-row [604, 182, 746, 190]
table-row [604, 243, 746, 251]
section-heading: DEPARTURES. [491, 412, 559, 422]
article-text: going committee, and to the headmaster and the staff. Following were the results of the voting for the election of the committee:—Messrs. George Startup 243, Walter Reid 237, W. T. J. Morton 232, G. W. Kay 226, A. B. Duff 225, W. J. Harris 224, A. Banks 220, W. G. Cooper 221, J. Dennison 216 (all elected), J. Wilson 82, P. D. Hoskings 75, J. W. Beveridge 71, D. Whitford 68, F. T. Venning 67, A. Coutney 46, C. Skerret 44. Mr. Duff was elected chairman and Mr. Kay secretary of the new committee. The committee of the Te Aro School, in their annual report, stated that the work of the school had progressed satisfactorily throughout the year. High praise was paid to the late headmaster, Mr. Clement Watson, B.A., who retired on account of ill-health in December last. Mr. Watson was headmaster of the Willis Street School 30 years ago, and held the position without a break until his retirement. The committee have placed on official record their deep sense of the valuable service which Mr. Watson has rendered to the community, and they sincerely regret that the condition of his health has made his retirement necessary. [10, 1345, 150, 1517]
article-text: ed—R. Tate, A. Onley, A. Halliday, M. P. Spiers, and W. H. Nauman. A vote of thanks was passed to Mr. R. G. Burn, the retiring chairman, who did not seek re-election. Mr. Nauman was elected chairman of the new committee. Mr. H. N. Morrison presided over a good attendance of householders at the annual meeting of the Roseneath School. The following is the committee elected for the ensuing year:—Messrs. H. N. Morrison (chairman), H. Van Bergen (secretary), J. Smith, V. Hedley, R. Spear, F. Scott, and Mrs. Lemon. [158, 1044, 298, 1126]
section-heading: CLYDE QUAY [48, 781, 112, 791]
column-1 [10, 52, 150, 1707]
publisher-name: Whitcombe & Tombs [927, 1521, 1118, 1591]
table-cell: June 6 [730, 243, 746, 250]
table-row [604, 236, 746, 244]
ad-heading: GRAND OPERA HOUSE. [939, 78, 1083, 91]
section-heading: THE WAIRARAPA ELECTIONS. [187, 1145, 269, 1163]
table-cell: Tongariro [604, 174, 628, 181]
table-cell: Apr. 24 [696, 235, 715, 242]
section-heading: KHANDALLAH. [192, 436, 264, 446]
table-cell: May 22 [727, 212, 746, 219]
section-heading: MARANUI. [203, 337, 253, 347]
section-heading: EXPECTED ARRIVALS. [472, 662, 578, 672]
article-text: Maori, Lyttelton, left Wellington 5 p.m. Rimutaka, left Hobart yesterday for Wellington. Riverina, left Sydney yesterday for Wellington. Victoria, due at Wellington from Sydney on Monday. [604, 437, 746, 469]
table-cell: Mar. 28 [696, 182, 715, 189]
table-cell: Suffolk [604, 205, 622, 212]
table-cell: Mar. 20 [696, 205, 715, 212]
